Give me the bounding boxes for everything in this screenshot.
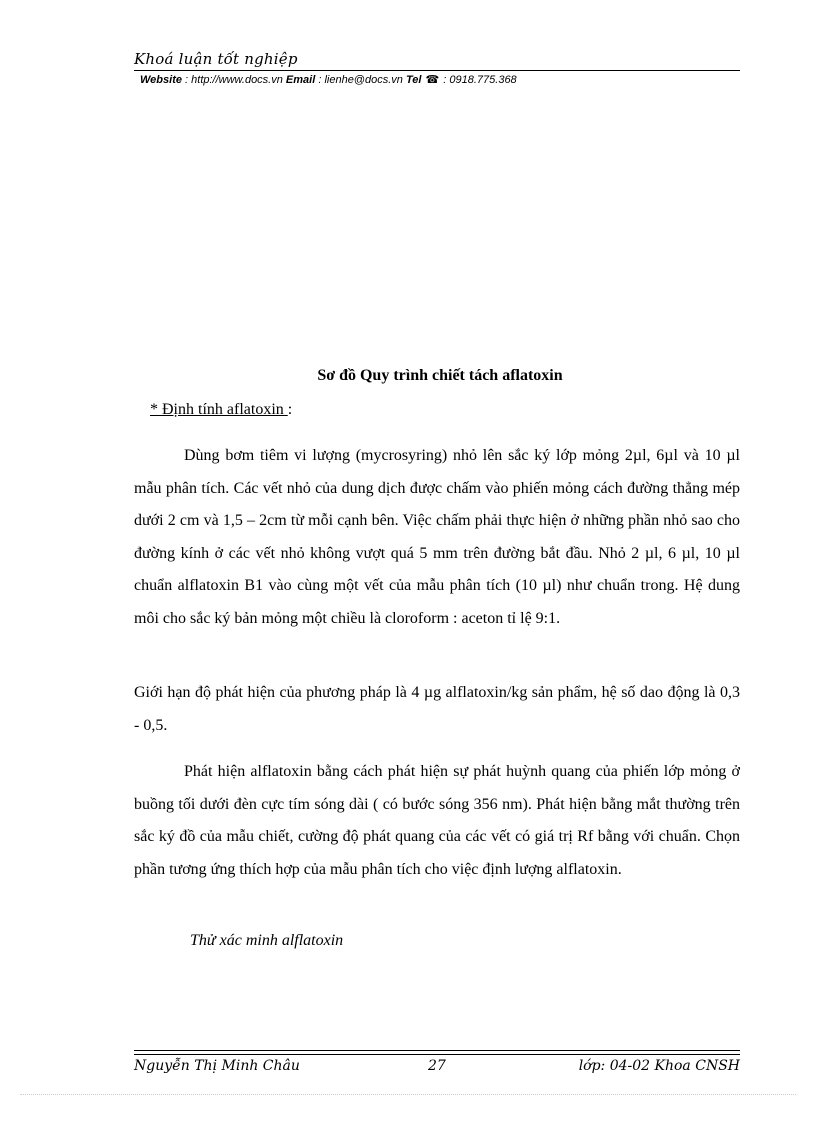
footer-author: Nguyễn Thị Minh Châu — [134, 1058, 300, 1074]
footer-class-info: lớp: 04-02 Khoa CNSH — [578, 1058, 740, 1074]
italic-subheading: Thử xác minh alflatoxin — [190, 932, 344, 949]
footer-divider-top — [134, 1050, 740, 1051]
email-label: Email — [285, 74, 316, 86]
header-title: Khoá luận tốt nghiệp — [134, 50, 298, 68]
paragraph-2: Giới hạn độ phát hiện của phương pháp là 4 µg alflatoxin/kg sản phẩm, hệ số dao động là 0,3 - 0,5. — [134, 684, 740, 734]
subheading — [150, 401, 292, 419]
tel-label: Tel — [405, 74, 422, 86]
page-number: 27 — [428, 1058, 446, 1074]
paragraph-3: Phát hiện alflatoxin bằng cách phát hiện sự phát huỳnh quang của phiến lớp mỏng ở buồng tối dưới đèn cực tím sóng dài ( có bước sóng 356 nm). Phát hiện bằng mắt thường trên sắc ký đồ của mẫu chiết, cường độ phát quang của các vết có giá trị Rf bằng với chuẩn. Chọn phần tương ứng thích hợp của mẫu phân tích cho việc định lượng alflatoxin. — [134, 763, 740, 878]
subheading-colon: : — [287, 401, 293, 418]
header-contact-line — [140, 73, 517, 86]
section-title: Sơ đồ Quy trình chiết tách aflatoxin — [317, 367, 563, 384]
subheading-underlined: * Định tính aflatoxin — [150, 401, 288, 418]
header-divider — [134, 70, 740, 71]
website-label: Website — [140, 74, 182, 86]
website-value[interactable]: : http://www.docs.vn — [181, 74, 286, 86]
page-edge — [20, 1094, 796, 1095]
footer-divider-bottom — [134, 1054, 740, 1055]
email-value[interactable]: : lienhe@docs.vn — [315, 74, 406, 86]
tel-value: : 0918.775.368 — [440, 74, 517, 86]
paragraph-1: Dùng bơm tiêm vi lượng (mycrosyring) nhỏ lên sắc ký lớp mỏng 2µl, 6µl và 10 µl mẫu phân tích. Các vết nhỏ của dung dịch được chấm vào phiến mỏng cách đường thẳng mép dưới 2 cm và 1,5 – 2cm từ mỗi cạnh bên. Việc chấm phải thực hiện ở những phần nhỏ sao cho đường kính ở các vết nhỏ không vượt quá 5 mm trên đường bắt đầu. Nhỏ 2 µl, 6 µl, 10 µl chuẩn alflatoxin B1 vào cùng một vết của mẫu phân tích (10 µl) như chuẩn trong. Hệ dung môi cho sắc ký bản mỏng một chiều là cloroform : aceton tỉ lệ 9:1. — [134, 447, 740, 627]
phone-icon: ☎ — [425, 74, 440, 86]
